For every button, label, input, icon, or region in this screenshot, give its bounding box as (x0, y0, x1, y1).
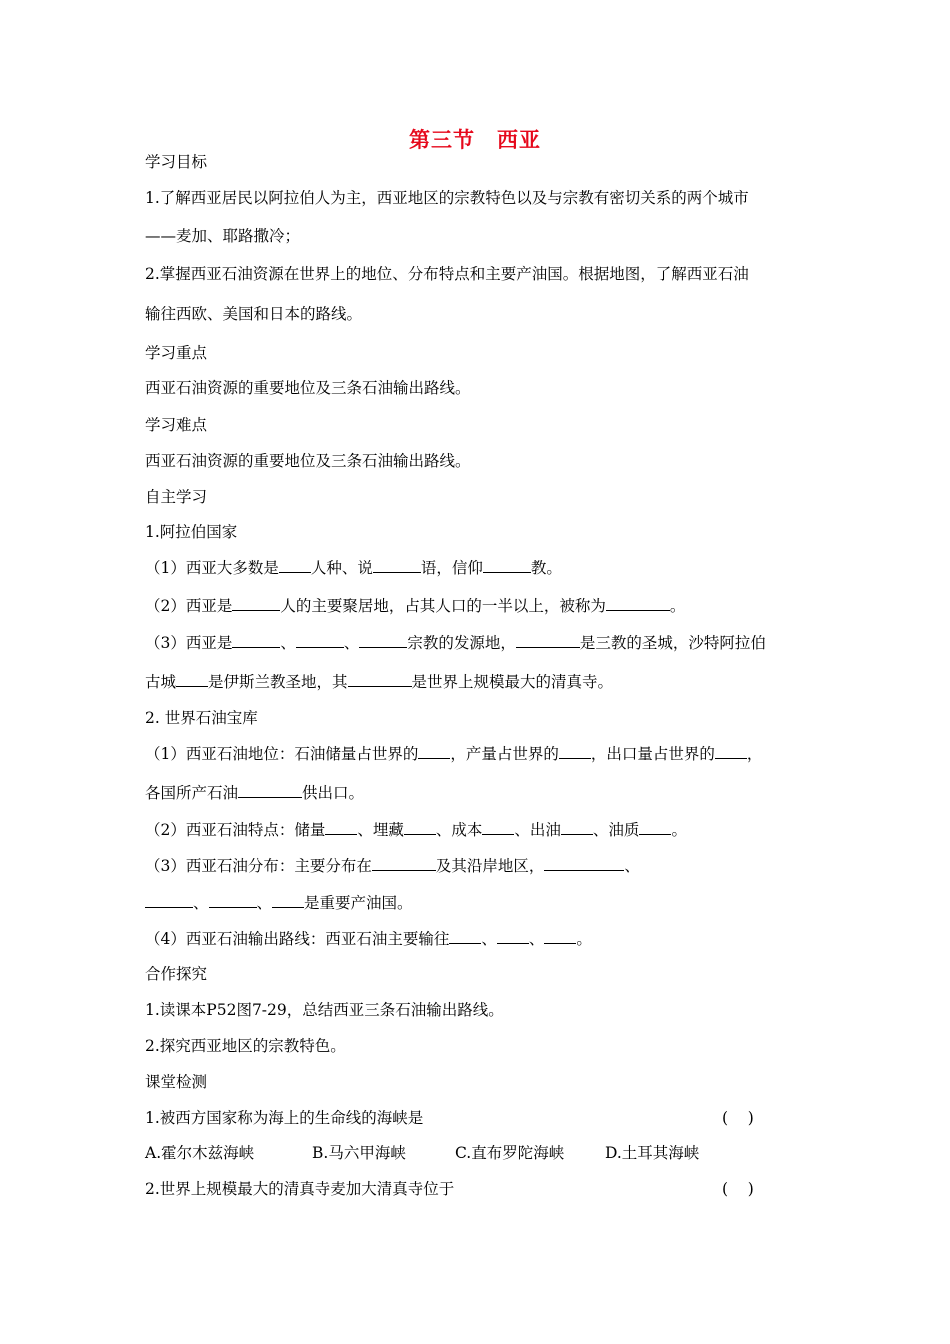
quiz-heading: 课堂检测 (145, 1073, 208, 1091)
blank (482, 819, 514, 835)
quiz-option-b: B.马六甲海峡 (312, 1144, 406, 1162)
blank (348, 671, 412, 687)
blank (404, 819, 436, 835)
section-1-title: 1.阿拉伯国家 (145, 523, 238, 541)
cooperation-item-1: 1.读课本P52图7-29，总结西亚三条石油输出路线。 (145, 1001, 504, 1019)
cooperation-heading: 合作探究 (145, 965, 208, 983)
cooperation-item-2: 2.探究西亚地区的宗教特色。 (145, 1037, 346, 1055)
blank (279, 557, 311, 573)
blank (176, 671, 208, 687)
quiz-question-2: 2.世界上规模最大的清真寺麦加大清真寺位于 (145, 1180, 455, 1198)
answer-paren: ( ) (722, 1109, 754, 1127)
blank (606, 595, 670, 611)
question-2-1-line-2: 各国所产石油 供出口。 (145, 784, 365, 802)
blank (497, 928, 529, 944)
difficulties-text: 西亚石油资源的重要地位及三条石油输出路线。 (145, 452, 471, 470)
question-1-1: （1）西亚大多数是 人种、说 语，信仰 教。 (145, 559, 562, 577)
blank (296, 632, 344, 648)
blank (483, 557, 531, 573)
key-points-heading: 学习重点 (145, 344, 208, 362)
question-2-1-line-1: （1）西亚石油地位：石油储量占世界的 ，产量占世界的 ，出口量占世界的 ， (145, 745, 763, 763)
question-1-2: （2）西亚是 人的主要聚居地，占其人口的一半以上，被称为 。 (145, 597, 686, 615)
question-1-3-line-1: （3）西亚是 、 、 宗教的发源地， 是三教的圣城，沙特阿拉伯 (145, 634, 766, 652)
blank (232, 632, 280, 648)
difficulties-heading: 学习难点 (145, 416, 208, 434)
blank (373, 557, 421, 573)
blank (516, 632, 580, 648)
quiz-question-1: 1.被西方国家称为海上的生命线的海峡是 (145, 1109, 424, 1127)
quiz-option-a: A.霍尔木兹海峡 (145, 1144, 255, 1162)
blank (325, 819, 357, 835)
blank (715, 743, 747, 759)
question-2-4: （4）西亚石油输出路线：西亚石油主要输往 、 、 。 (145, 930, 592, 948)
question-2-2: （2）西亚石油特点：储量 、埋藏 、成本 、出油 、油质 。 (145, 821, 687, 839)
blank (418, 743, 450, 759)
blank (372, 855, 436, 871)
quiz-option-c: C.直布罗陀海峡 (455, 1144, 565, 1162)
blank (232, 595, 280, 611)
blank (544, 855, 624, 871)
page-title: 第三节 西亚 (409, 128, 541, 152)
quiz-option-d: D.土耳其海峡 (605, 1144, 700, 1162)
question-1-3-line-2: 古城 是伊斯兰教圣地，其 是世界上规模最大的清真寺。 (145, 673, 614, 691)
key-points-text: 西亚石油资源的重要地位及三条石油输出路线。 (145, 379, 471, 397)
blank (238, 782, 302, 798)
question-2-3-line-2: 、 、 是重要产油国。 (145, 892, 413, 913)
blank (561, 819, 593, 835)
blank (145, 892, 193, 908)
objective-2-line-1: 2.掌握西亚石油资源在世界上的地位、分布特点和主要产油国。根据地图，了解西亚石油 (145, 265, 749, 283)
question-2-3-line-1: （3）西亚石油分布：主要分布在 及其沿岸地区， 、 (145, 857, 640, 875)
blank (209, 892, 257, 908)
objective-1-line-1: 1.了解西亚居民以阿拉伯人为主，西亚地区的宗教特色以及与宗教有密切关系的两个城市 (145, 189, 749, 207)
objective-2-line-2: 输往西欧、美国和日本的路线。 (145, 305, 363, 323)
objective-1-line-2: ——麦加、耶路撒冷； (145, 227, 301, 245)
section-2-title: 2. 世界石油宝库 (145, 709, 258, 727)
blank (544, 928, 576, 944)
answer-paren: ( ) (722, 1180, 754, 1198)
objectives-heading: 学习目标 (145, 153, 208, 171)
blank (639, 819, 671, 835)
blank (559, 743, 591, 759)
blank (272, 892, 304, 908)
blank (449, 928, 481, 944)
self-study-heading: 自主学习 (145, 488, 208, 506)
blank (359, 632, 407, 648)
